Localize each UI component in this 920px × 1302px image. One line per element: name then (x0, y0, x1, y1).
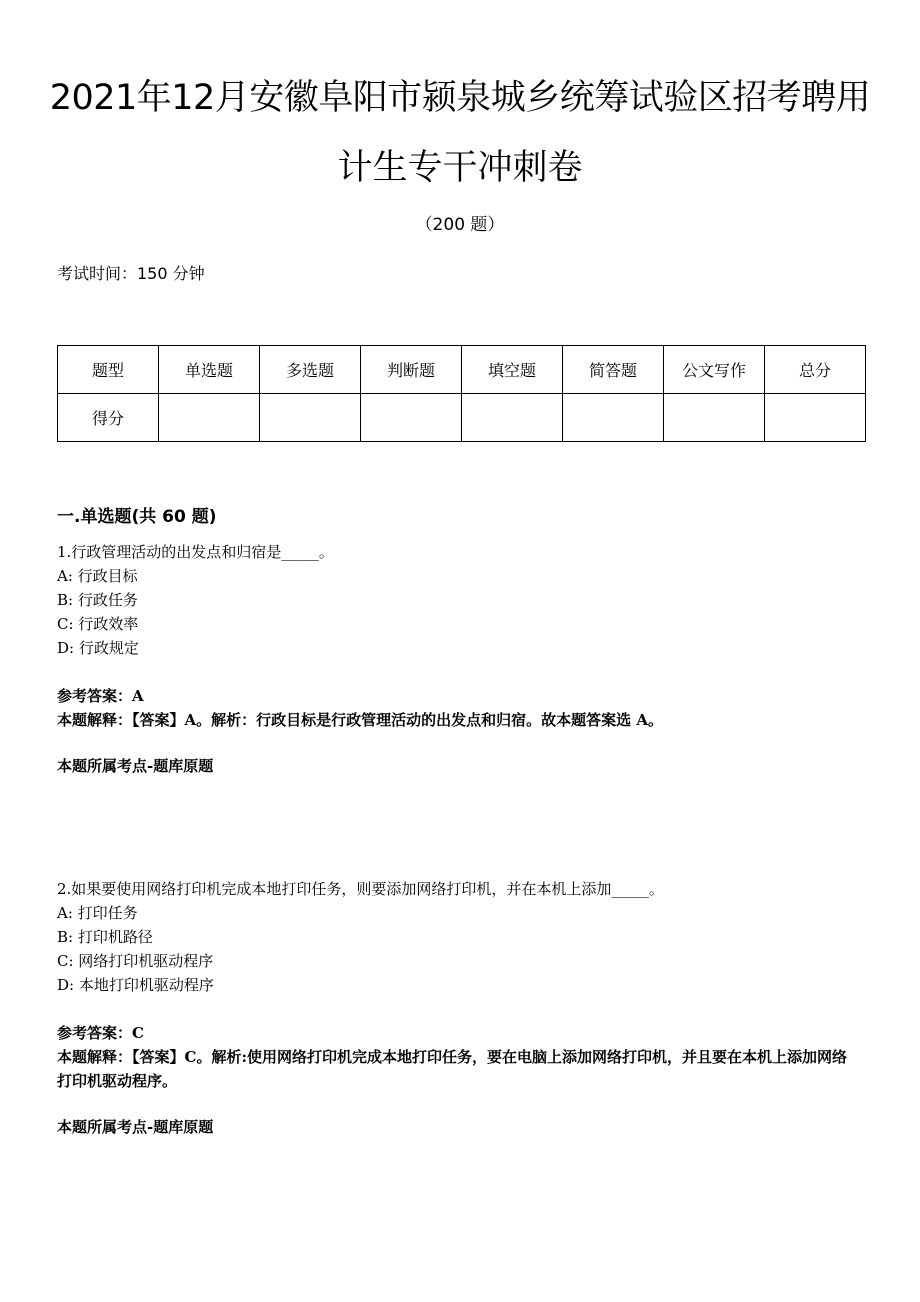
score-table-header-cell: 总分 (765, 346, 866, 394)
question-option: D: 本地打印机驱动程序 (57, 976, 214, 994)
question-option: D: 行政规定 (57, 639, 139, 657)
question-option: B: 打印机路径 (57, 928, 153, 946)
score-table-header-cell: 填空题 (462, 346, 563, 394)
score-table-score-row (58, 394, 866, 442)
score-table-header-cell: 简答题 (563, 346, 664, 394)
question-option: A: 打印任务 (57, 904, 138, 922)
question-block (57, 877, 857, 1139)
score-table-header-cell: 题型 (58, 346, 159, 394)
score-row-label: 得分 (58, 394, 159, 442)
question-option: B: 行政任务 (57, 591, 138, 609)
score-table-header-cell: 判断题 (361, 346, 462, 394)
page-title: 2021年12月安徽阜阳市颍泉城乡统筹试验区招考聘用 (49, 78, 871, 118)
score-table (57, 345, 866, 442)
explanation-line: 本题解释：【答案】A。解析：行政目标是行政管理活动的出发点和归宿。故本题答案选 A。 (57, 711, 664, 729)
question-block (57, 540, 857, 778)
answer-line: 参考答案：C (57, 1024, 144, 1042)
question-option: C: 行政效率 (57, 615, 139, 633)
score-cell (260, 394, 361, 442)
question-stem: 2.如果要使用网络打印机完成本地打印任务，则要添加网络打印机，并在本机上添加_____。 (57, 880, 664, 898)
score-cell (159, 394, 260, 442)
question-count: （200 题） (415, 215, 505, 235)
question-stem: 1.行政管理活动的出发点和归宿是_____。 (57, 543, 334, 561)
score-table-header-cell: 公文写作 (664, 346, 765, 394)
score-cell (664, 394, 765, 442)
score-cell (765, 394, 866, 442)
score-cell (462, 394, 563, 442)
score-cell (563, 394, 664, 442)
answer-line: 参考答案：A (57, 687, 144, 705)
score-table-header-cell: 单选题 (159, 346, 260, 394)
question-option: C: 网络打印机驱动程序 (57, 952, 214, 970)
knowledge-point: 本题所属考点-题库原题 (57, 1118, 214, 1136)
score-cell (361, 394, 462, 442)
knowledge-point: 本题所属考点-题库原题 (57, 757, 214, 775)
page-subtitle: 计生专干冲刺卷 (337, 148, 583, 188)
exam-time: 考试时间：150 分钟 (57, 264, 205, 283)
question-option: A: 行政目标 (57, 567, 138, 585)
score-table-header-row (58, 346, 866, 394)
explanation-line: 本题解释：【答案】C。解析:使用网络打印机完成本地打印任务，要在电脑上添加网络打印机，并且要在本机上添加网络打印机驱动程序。 (57, 1048, 847, 1090)
score-table-header-cell: 多选题 (260, 346, 361, 394)
section-heading: 一.单选题(共 60 题) (57, 507, 217, 527)
